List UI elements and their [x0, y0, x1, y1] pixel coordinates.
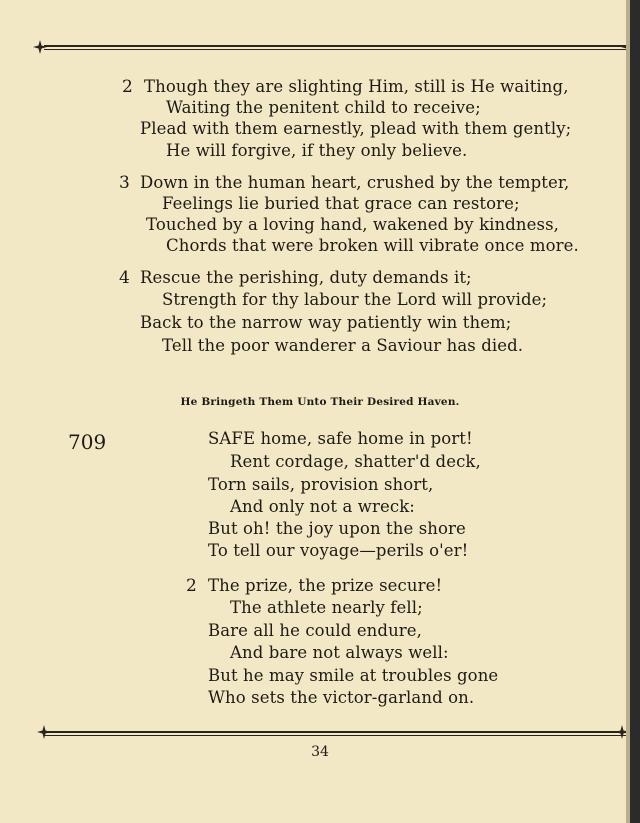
verse-line: The athlete nearly fell;	[230, 598, 423, 617]
cross-ornament-icon	[36, 724, 52, 740]
hymn-heading: He Bringeth Them Unto Their Desired Haven.	[180, 396, 460, 408]
verse-line: Strength for thy labour the Lord will provide;	[162, 290, 548, 309]
page-number: 34	[311, 744, 329, 760]
verse-line: Tell the poor wanderer a Saviour has died.	[162, 336, 524, 355]
verse-line: Rent cordage, shatter'd deck,	[230, 452, 481, 471]
bottom-border-rule	[44, 731, 626, 733]
verse-line: Torn sails, provision short,	[208, 475, 434, 494]
verse-line: SAFE home, safe home in port!	[208, 429, 473, 448]
verse-line: Feelings lie buried that grace can restore;	[162, 194, 520, 213]
verse-line: And only not a wreck:	[230, 497, 415, 516]
verse-line: Rescue the perishing, duty demands it;	[140, 268, 472, 287]
verse-line: Back to the narrow way patiently win them;	[140, 313, 512, 332]
verse-line: Though they are slighting Him, still is He waiting,	[144, 77, 569, 96]
bottom-border-rule-thin	[44, 735, 626, 736]
verse-number: 3	[119, 173, 130, 193]
verse-line: And bare not always well:	[230, 643, 449, 662]
verse-line: But oh! the joy upon the shore	[208, 519, 466, 538]
verse-line: To tell our voyage—perils o'er!	[208, 541, 469, 560]
verse-line: Waiting the penitent child to receive;	[166, 98, 481, 117]
verse-number: 2	[186, 576, 197, 596]
hymn-number: 709	[68, 430, 107, 454]
top-border-rule-thin	[44, 49, 626, 50]
cross-ornament-icon	[32, 39, 48, 55]
verse-number: 2	[122, 77, 133, 97]
verse-line: The prize, the prize secure!	[208, 576, 443, 595]
verse-line: But he may smile at troubles gone	[208, 666, 499, 685]
verse-line: He will forgive, if they only believe.	[166, 141, 468, 160]
verse-line: Down in the human heart, crushed by the tempter,	[140, 173, 570, 192]
verse-line: Bare all he could endure,	[208, 621, 422, 640]
verse-number: 4	[119, 268, 130, 288]
verse-line: Chords that were broken will vibrate once more.	[166, 236, 579, 255]
verse-line: Touched by a loving hand, wakened by kindness,	[146, 215, 560, 234]
page-edge	[630, 0, 640, 823]
top-border-rule	[44, 45, 626, 47]
verse-line: Plead with them earnestly, plead with them gently;	[140, 119, 572, 138]
verse-line: Who sets the victor-garland on.	[208, 688, 475, 707]
